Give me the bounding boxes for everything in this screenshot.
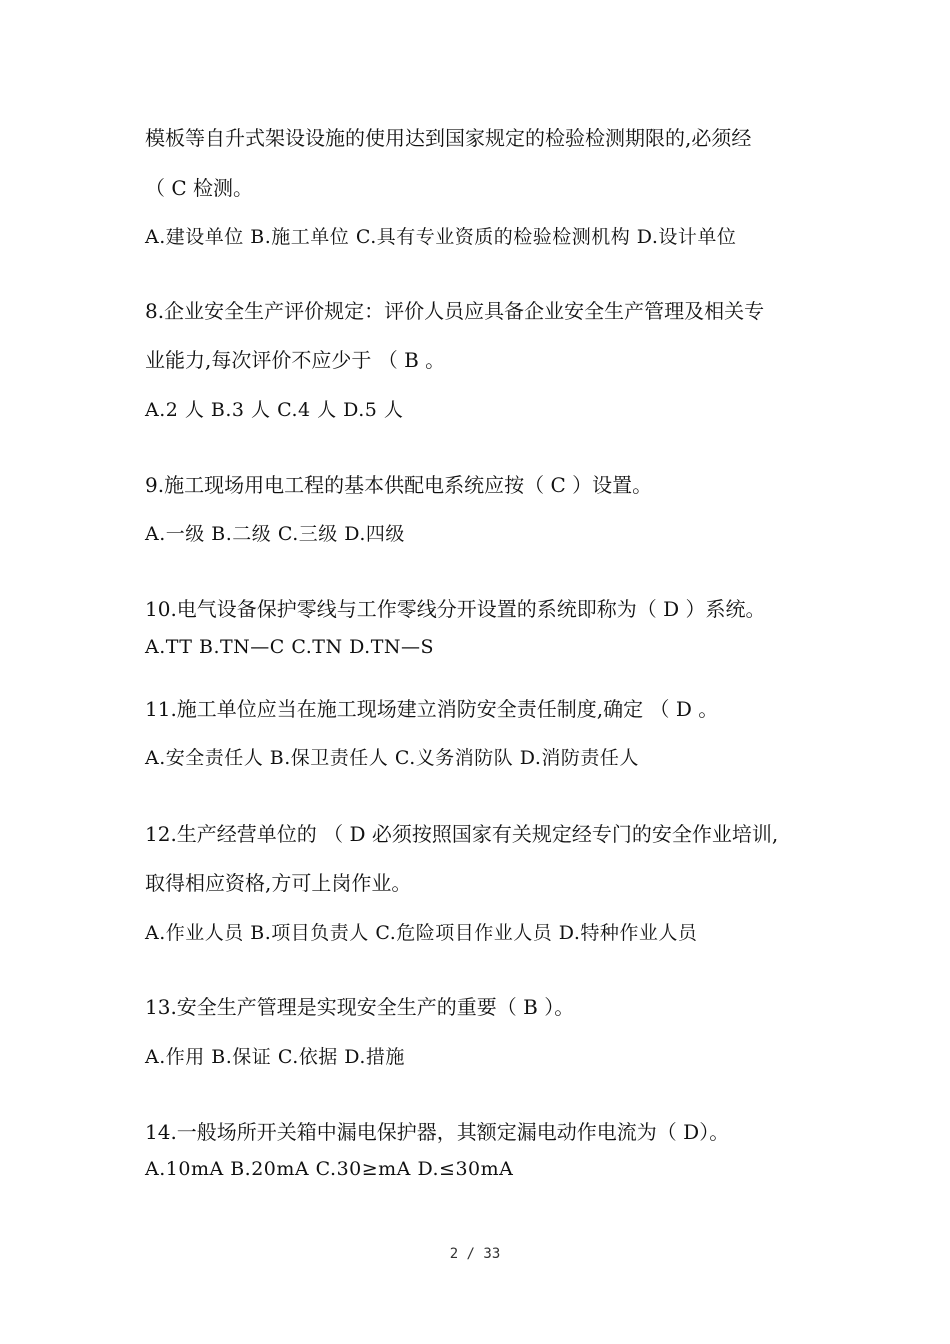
question-13-options: A.作用 B.保证 C.依据 D.措施 — [145, 1046, 405, 1068]
question-14-text: 14.一般场所开关箱中漏电保护器，其额定漏电动作电流为（ D）。 — [145, 1120, 730, 1144]
question-7-text-line-1: 模板等自升式架设设施的使用达到国家规定的检验检测期限的,必须经 — [145, 126, 752, 150]
question-10-text: 10.电气设备保护零线与工作零线分开设置的系统即称为（ D ）系统。 — [145, 597, 766, 621]
question-14-options: A.10mA B.20mA C.30≥mA D.≤30mA — [145, 1158, 514, 1180]
question-8-options: A.2 人 B.3 人 C.4 人 D.5 人 — [145, 399, 404, 421]
question-9-options: A.一级 B.二级 C.三级 D.四级 — [145, 523, 405, 545]
question-8-text-line-2: 业能力,每次评价不应少于 （ B 。 — [145, 348, 446, 372]
question-11-options: A.安全责任人 B.保卫责任人 C.义务消防队 D.消防责任人 — [145, 747, 639, 769]
question-9-text: 9.施工现场用电工程的基本供配电系统应按（ C ）设置。 — [145, 473, 653, 497]
question-7-text-line-2: （ C 检测。 — [145, 176, 254, 200]
page-number: 2 / 33 — [449, 1246, 501, 1262]
question-12-text-line-2: 取得相应资格,方可上岗作业。 — [145, 871, 412, 895]
question-8-text-line-1: 8.企业安全生产评价规定：评价人员应具备企业安全生产管理及相关专 — [145, 299, 765, 323]
question-12-options: A.作业人员 B.项目负责人 C.危险项目作业人员 D.特种作业人员 — [145, 922, 698, 944]
question-10-options: A.TT B.TN—C C.TN D.TN—S — [145, 636, 435, 658]
question-7-options: A.建设单位 B.施工单位 C.具有专业资质的检验检测机构 D.设计单位 — [145, 226, 737, 248]
question-11-text: 11.施工单位应当在施工现场建立消防安全责任制度,确定 （ D 。 — [145, 697, 719, 721]
question-13-text: 13.安全生产管理是实现安全生产的重要（ B ）。 — [145, 995, 575, 1019]
question-12-text-line-1: 12.生产经营单位的 （ D 必须按照国家有关规定经专门的安全作业培训, — [145, 822, 779, 846]
